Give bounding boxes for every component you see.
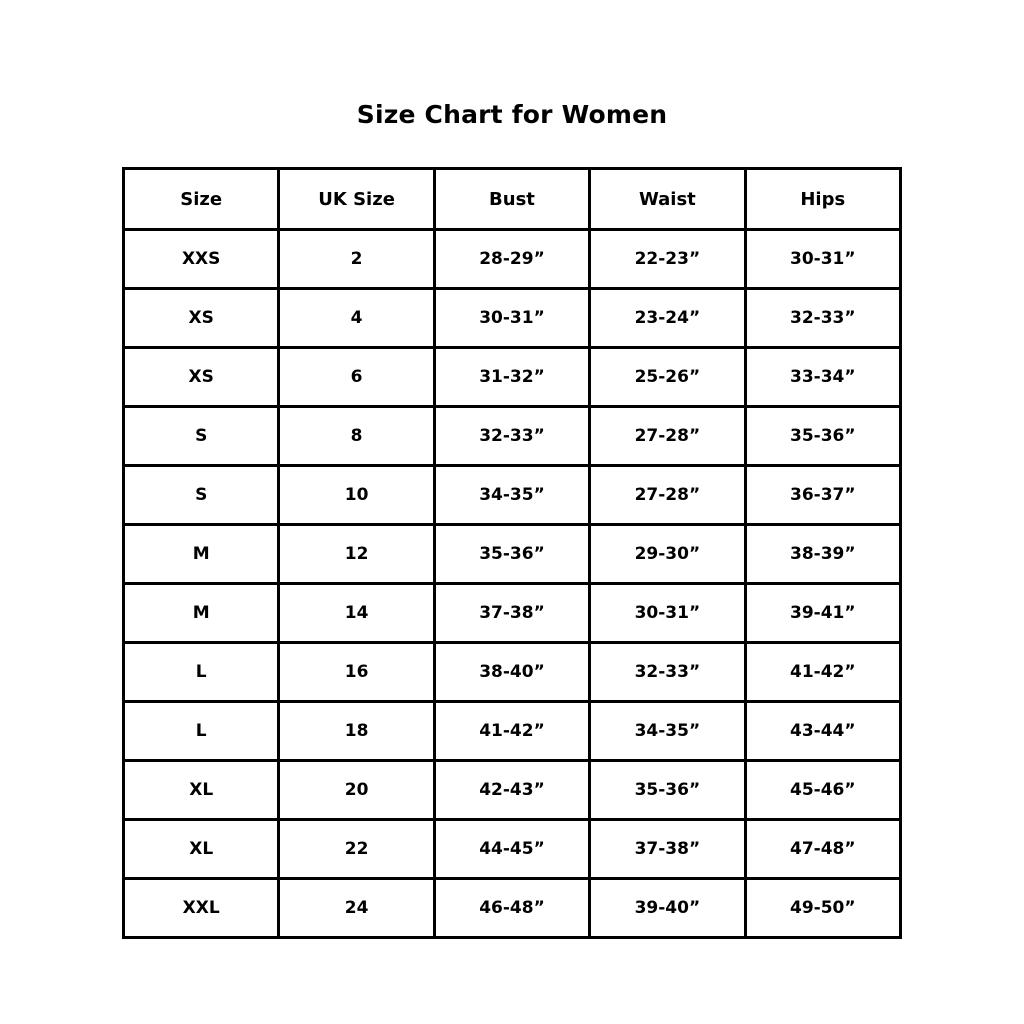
- cell-uk-size: 18: [279, 702, 434, 761]
- table-row: [124, 702, 901, 761]
- column-header-hips: Hips: [745, 169, 900, 230]
- cell-hips: 35-36”: [745, 407, 900, 466]
- cell-hips: 41-42”: [745, 643, 900, 702]
- cell-uk-size: 24: [279, 879, 434, 938]
- cell-hips: 30-31”: [745, 230, 900, 289]
- cell-size: XL: [124, 761, 279, 820]
- cell-waist: 25-26”: [590, 348, 745, 407]
- cell-bust: 42-43”: [434, 761, 589, 820]
- cell-size: M: [124, 525, 279, 584]
- table-row: [124, 230, 901, 289]
- cell-hips: 36-37”: [745, 466, 900, 525]
- column-header-size: Size: [124, 169, 279, 230]
- cell-uk-size: 20: [279, 761, 434, 820]
- table-row: [124, 289, 901, 348]
- cell-hips: 39-41”: [745, 584, 900, 643]
- cell-hips: 47-48”: [745, 820, 900, 879]
- cell-uk-size: 16: [279, 643, 434, 702]
- cell-waist: 29-30”: [590, 525, 745, 584]
- cell-bust: 30-31”: [434, 289, 589, 348]
- cell-hips: 43-44”: [745, 702, 900, 761]
- cell-bust: 32-33”: [434, 407, 589, 466]
- cell-waist: 34-35”: [590, 702, 745, 761]
- cell-size: XXS: [124, 230, 279, 289]
- cell-waist: 23-24”: [590, 289, 745, 348]
- cell-size: M: [124, 584, 279, 643]
- cell-waist: 37-38”: [590, 820, 745, 879]
- cell-hips: 32-33”: [745, 289, 900, 348]
- cell-waist: 32-33”: [590, 643, 745, 702]
- cell-size: S: [124, 407, 279, 466]
- table-row: [124, 820, 901, 879]
- cell-bust: 38-40”: [434, 643, 589, 702]
- table-row: [124, 643, 901, 702]
- cell-hips: 45-46”: [745, 761, 900, 820]
- table-row: [124, 407, 901, 466]
- cell-size: XS: [124, 289, 279, 348]
- cell-uk-size: 10: [279, 466, 434, 525]
- cell-uk-size: 6: [279, 348, 434, 407]
- cell-bust: 41-42”: [434, 702, 589, 761]
- table-row: [124, 525, 901, 584]
- cell-waist: 39-40”: [590, 879, 745, 938]
- cell-uk-size: 22: [279, 820, 434, 879]
- table-row: [124, 466, 901, 525]
- cell-waist: 35-36”: [590, 761, 745, 820]
- table-row: [124, 584, 901, 643]
- cell-hips: 49-50”: [745, 879, 900, 938]
- cell-size: XL: [124, 820, 279, 879]
- table-header: [124, 169, 901, 230]
- cell-bust: 34-35”: [434, 466, 589, 525]
- column-header-bust: Bust: [434, 169, 589, 230]
- table-header-row: [124, 169, 901, 230]
- cell-size: L: [124, 702, 279, 761]
- cell-size: S: [124, 466, 279, 525]
- cell-size: XS: [124, 348, 279, 407]
- cell-bust: 35-36”: [434, 525, 589, 584]
- cell-bust: 31-32”: [434, 348, 589, 407]
- page-title: Size Chart for Women: [356, 100, 668, 129]
- cell-uk-size: 4: [279, 289, 434, 348]
- column-header-waist: Waist: [590, 169, 745, 230]
- table-row: [124, 761, 901, 820]
- cell-waist: 30-31”: [590, 584, 745, 643]
- cell-bust: 44-45”: [434, 820, 589, 879]
- cell-waist: 22-23”: [590, 230, 745, 289]
- size-chart-table-wrapper: [122, 167, 902, 939]
- column-header-uk-size: UK Size: [279, 169, 434, 230]
- table-body: [124, 230, 901, 938]
- table-row: [124, 879, 901, 938]
- cell-uk-size: 2: [279, 230, 434, 289]
- cell-waist: 27-28”: [590, 407, 745, 466]
- size-chart-table: [122, 167, 902, 939]
- cell-size: XXL: [124, 879, 279, 938]
- cell-hips: 38-39”: [745, 525, 900, 584]
- cell-uk-size: 12: [279, 525, 434, 584]
- cell-bust: 46-48”: [434, 879, 589, 938]
- cell-size: L: [124, 643, 279, 702]
- table-row: [124, 348, 901, 407]
- cell-bust: 28-29”: [434, 230, 589, 289]
- cell-hips: 33-34”: [745, 348, 900, 407]
- cell-waist: 27-28”: [590, 466, 745, 525]
- cell-uk-size: 14: [279, 584, 434, 643]
- cell-uk-size: 8: [279, 407, 434, 466]
- cell-bust: 37-38”: [434, 584, 589, 643]
